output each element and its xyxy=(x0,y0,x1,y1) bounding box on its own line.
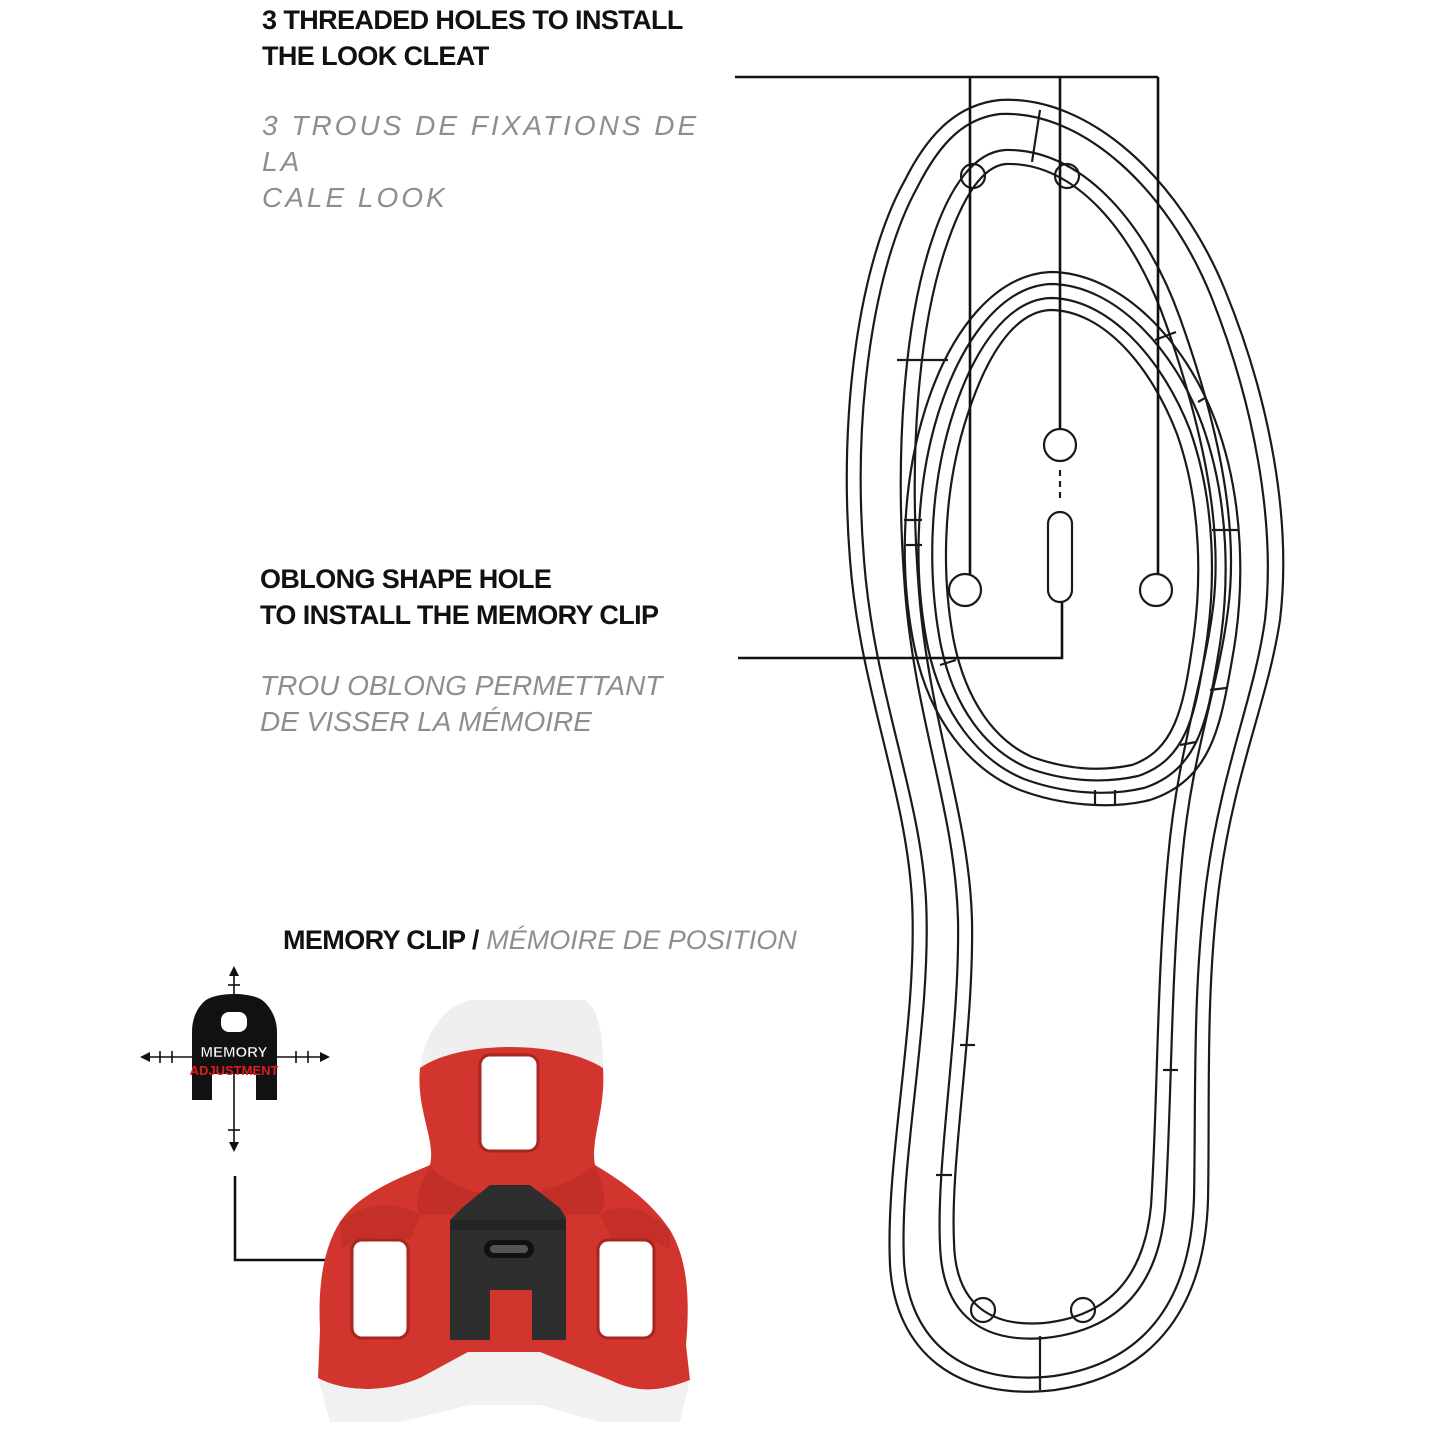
cleat-slot-top xyxy=(480,1055,538,1151)
cleat-hole-right xyxy=(1140,574,1172,606)
threaded-holes-label-french: 3 TROUS DE FIXATIONS DE LA CALE LOOK xyxy=(262,110,700,213)
leader-lines xyxy=(235,77,1158,1260)
oblong-hole xyxy=(1048,512,1072,602)
oblong-hole-label: OBLONG SHAPE HOLE TO INSTALL THE MEMORY CLIP xyxy=(260,564,659,630)
shoe-sole-drawing xyxy=(847,100,1283,1392)
sole-outer-outline-inner xyxy=(861,114,1268,1378)
memory-clip-label-french: MÉMOIRE DE POSITION xyxy=(478,925,797,955)
sole-outer-outline xyxy=(847,100,1283,1392)
oblong-hole-leader xyxy=(738,602,1062,658)
memory-clip-label: MEMORY CLIP / xyxy=(283,925,479,955)
sole-inner-outline-inner xyxy=(915,164,1216,1324)
oblong-hole-label-french: TROU OBLONG PERMETTANT DE VISSER LA MÉMOIRE xyxy=(260,670,663,737)
cleat-slot-left xyxy=(352,1240,408,1338)
look-cleat xyxy=(318,1000,690,1422)
cleat-slot-right xyxy=(598,1240,654,1338)
logo-memory-text: MEMORY xyxy=(200,1044,268,1061)
cleat-hole-top xyxy=(1044,429,1076,461)
threaded-holes-label: 3 THREADED HOLES TO INSTALL THE LOOK CLEAT xyxy=(262,5,683,71)
cleat-hole-left xyxy=(949,574,981,606)
memory-adjustment-logo xyxy=(140,966,330,1152)
logo-adjustment-text: ADJUSTMENT xyxy=(189,1063,279,1078)
